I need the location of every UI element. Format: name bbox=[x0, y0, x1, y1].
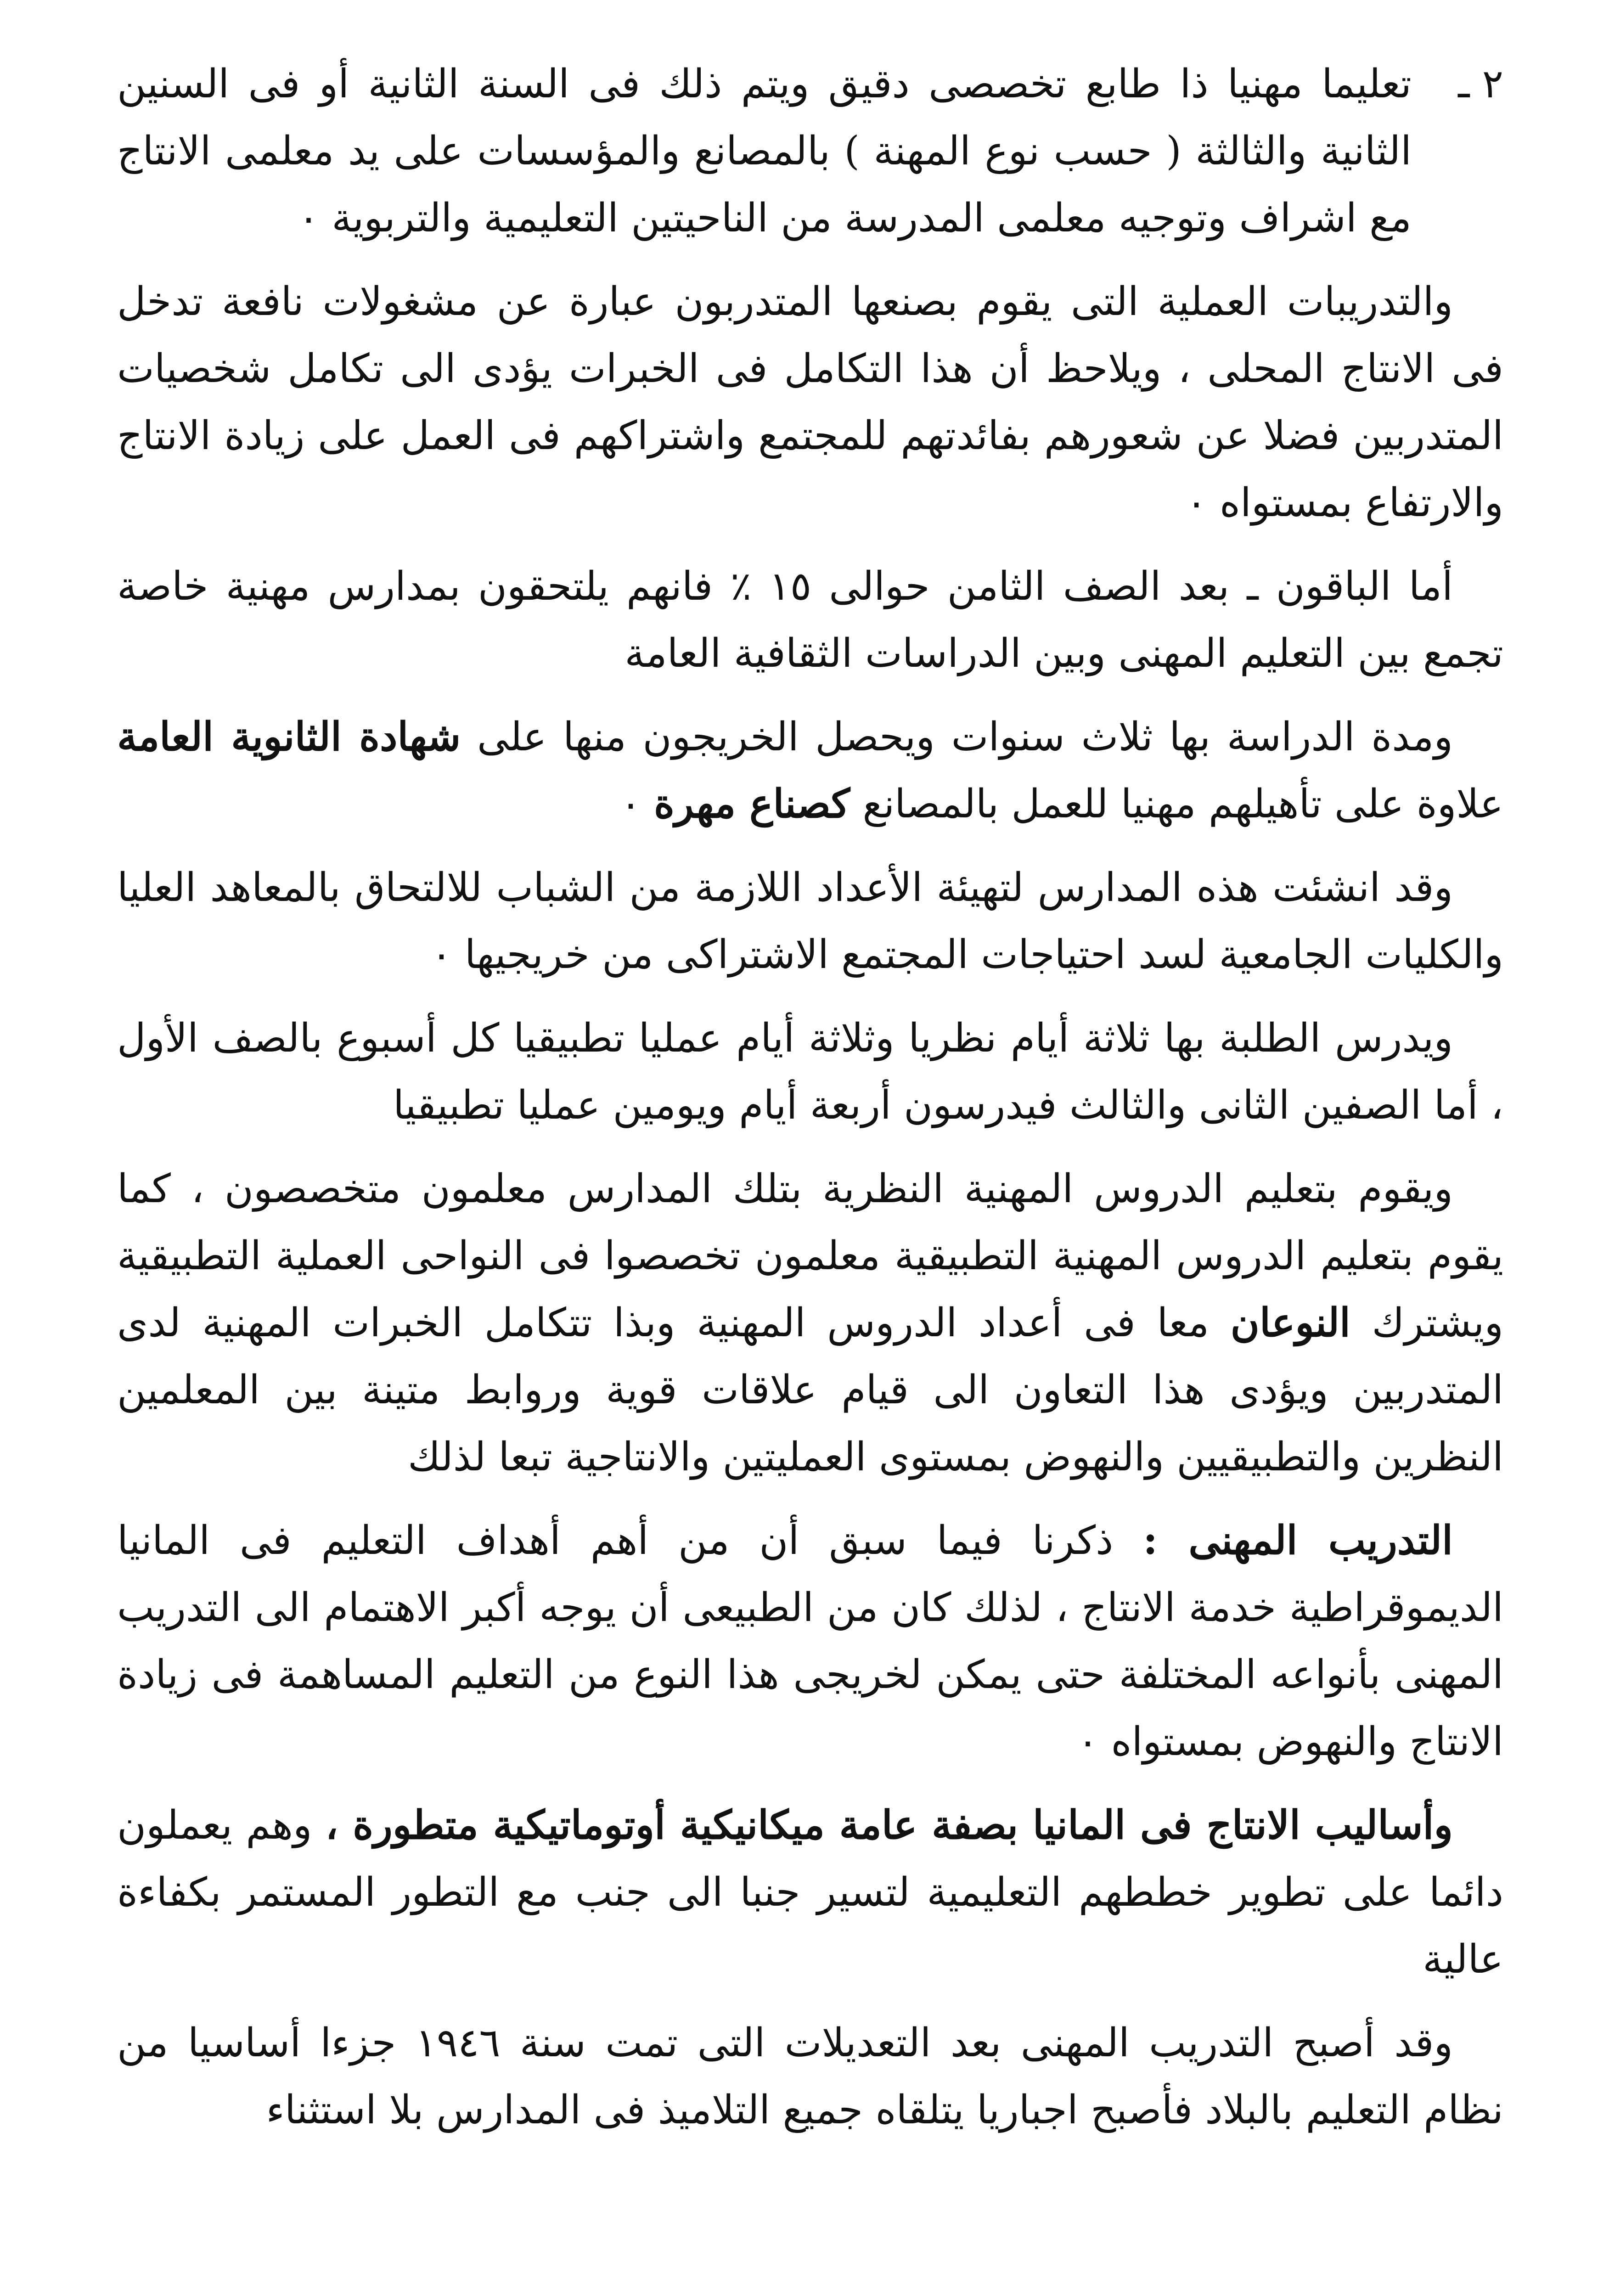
paragraph-3-bold-2: كصناع مهرة bbox=[653, 781, 850, 827]
paragraph-8 bbox=[117, 1792, 1503, 1993]
paragraph-6-text-2: معا فى أعداد الدروس المهنية وبذا تتكامل الخبرات المهنية لدى المتدربين ويؤدى هذا التعاون الى قيام علاقات قوية وروابط متينة بين المعلمين النظرين والتطبيقيين والنهوض بمستوى العمليتين والانتاجية تبعا لذلك bbox=[117, 1300, 1503, 1480]
item-text: تعليما مهنيا ذا طابع تخصصى دقيق ويتم ذلك فى السنة الثانية أو فى السنين الثانية والثالثة ( حسب نوع المهنة ) بالمصانع والمؤسسات على يد معلمى الانتاج مع اشراف وتوجيه معلمى المدرسة من الناحيتين التعليمية والتربوية ٠ bbox=[117, 61, 1412, 241]
paragraph-5: ويدرس الطلبة بها ثلاثة أيام نظريا وثلاثة أيام عمليا تطبيقيا كل أسبوع بالصف الأول ، أما الصفين الثانى والثالث فيدرسون أربعة أيام ويومين عمليا تطبيقيا bbox=[117, 1015, 1503, 1128]
section-heading-vocational-training: التدريب المهنى : bbox=[1143, 1517, 1453, 1564]
paragraph-1: والتدريبات العملية التى يقوم بصنعها المتدربون عبارة عن مشغولات نافعة تدخل فى الانتاج المحلى ، ويلاحظ أن هذا التكامل فى الخبرات يؤدى الى تكامل شخصيات المتدربين فضلا عن شعورهم بفائدتهم للمجتمع واشتراكهم فى العمل على زيادة الانتاج والارتفاع بمستواه ٠ bbox=[117, 279, 1503, 526]
paragraph-6-bold-1: النوعان bbox=[1230, 1300, 1350, 1346]
paragraph-3-text-1: ومدة الدراسة بها ثلاث سنوات ويحصل الخريجون منها على bbox=[461, 714, 1453, 760]
paragraph-8-text-1: وهم يعملون دائما على تطوير خططهم التعليمية لتسير جنبا الى جنب مع التطور المستمر بكفاءة عالية bbox=[117, 1802, 1503, 1982]
item-number: ٢ ـ bbox=[1458, 61, 1503, 107]
paragraph-3-text-2: علاوة على تأهيلهم مهنيا للعمل بالمصانع bbox=[850, 781, 1503, 827]
paragraph-7-text-1: ذكرنا فيما سبق أن من أهم أهداف التعليم فى المانيا الديموقراطية خدمة الانتاج ، لذلك كان من الطبيعى أن يوجه أكبر الاهتمام الى التدريب المهنى بأنواعه المختلفة حتى يمكن لخريجى هذا النوع من التعليم المساهمة فى زيادة الانتاج والنهوض بمستواه ٠ bbox=[117, 1518, 1503, 1765]
paragraph-6 bbox=[117, 1155, 1503, 1491]
numbered-item-2 bbox=[117, 51, 1503, 252]
paragraph-8-bold-1: وأساليب الانتاج فى المانيا بصفة عامة ميكانيكية أوتوماتيكية متطورة ، bbox=[325, 1802, 1453, 1848]
paragraph-3-text-3: ٠ bbox=[620, 781, 654, 827]
paragraph-6-text-1: ويقوم بتعليم الدروس المهنية النظرية بتلك المدارس معلمون متخصصون ، كما يقوم بتعليم الدروس المهنية التطبيقية معلمون تخصصوا فى النواحى العملية التطبيقية ويشترك bbox=[117, 1166, 1503, 1346]
paragraph-2: أما الباقون ـ بعد الصف الثامن حوالى ١٥ ٪ فانهم يلتحقون بمدارس مهنية خاصة تجمع بين التعليم المهنى وبين الدراسات الثقافية العامة bbox=[117, 563, 1503, 676]
paragraph-3 bbox=[117, 703, 1503, 838]
paragraph-7 bbox=[117, 1507, 1503, 1775]
paragraph-4: وقد انشئت هذه المدارس لتهيئة الأعداد اللازمة من الشباب للالتحاق بالمعاهد العليا والكليات الجامعية لسد احتياجات المجتمع الاشتراكى من خريجيها ٠ bbox=[117, 865, 1503, 978]
paragraph-3-bold-1: شهادة الثانوية العامة bbox=[117, 714, 461, 760]
paragraph-9: وقد أصبح التدريب المهنى بعد التعديلات التى تمت سنة ١٩٤٦ جزءا أساسيا من نظام التعليم بالبلاد فأصبح اجباريا يتلقاه جميع التلاميذ فى المدارس بلا استثناء bbox=[117, 2020, 1503, 2133]
